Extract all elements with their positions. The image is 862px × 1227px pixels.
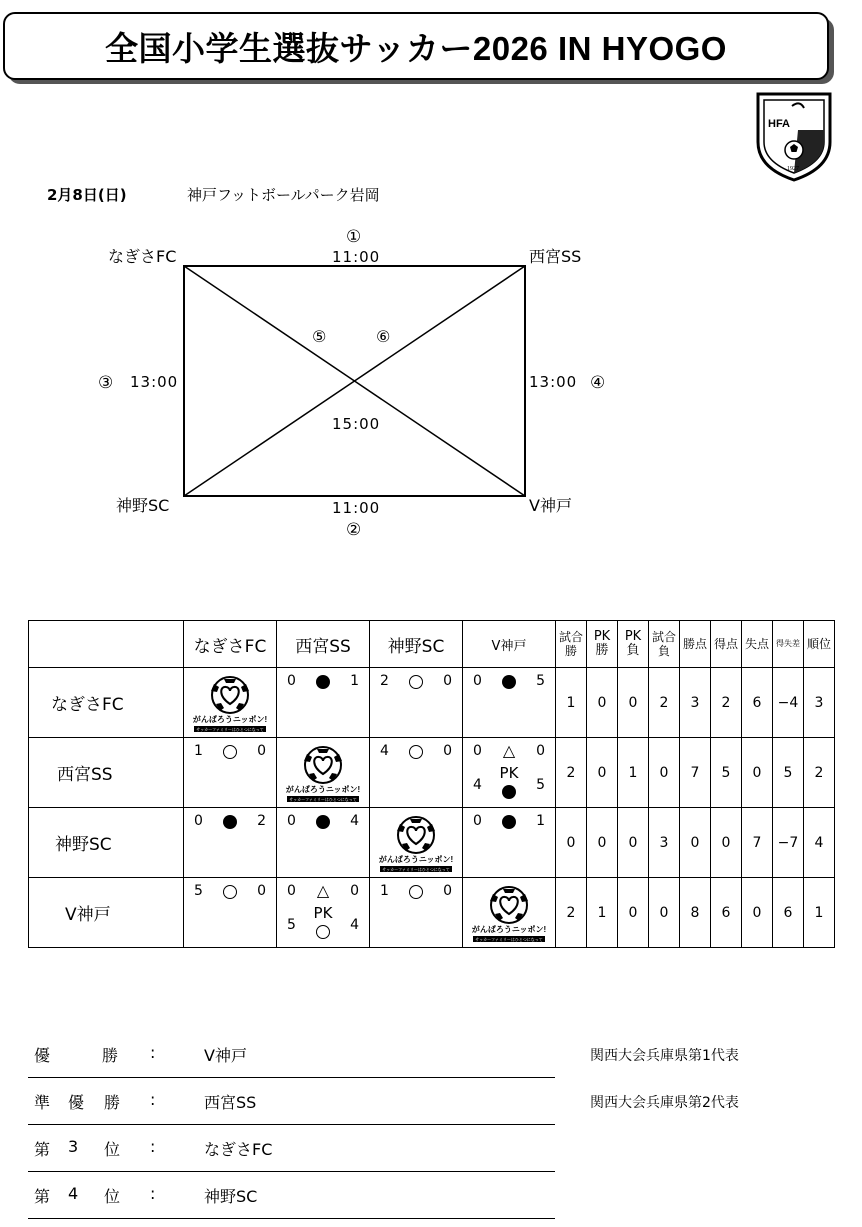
match-2-time: 11:00 (332, 499, 381, 517)
score-for: 2 (380, 673, 389, 689)
team-top-left: なぎさFC (108, 247, 177, 266)
score-for: 5 (194, 883, 203, 899)
result-cell (463, 878, 556, 948)
stat-pk-losses: 0 (618, 878, 649, 948)
stat-goal-diff: 5 (773, 738, 804, 808)
stat-goal-diff: −4 (773, 668, 804, 738)
losses-header: 試合 負 (649, 621, 680, 668)
score-against: 0 (443, 743, 452, 759)
match-6-number: ⑥ (376, 327, 391, 346)
stat-pk-losses: 1 (618, 738, 649, 808)
loss-mark (502, 675, 516, 689)
match-date: 2月8日(日) (47, 186, 127, 204)
result-cell (277, 738, 370, 808)
score-for: 0 (287, 813, 296, 829)
stat-goals-against: 0 (742, 738, 773, 808)
score-against: 4 (350, 813, 359, 829)
stat-pk-wins: 0 (587, 808, 618, 878)
draw-mark: △ (502, 741, 516, 760)
standing-row (28, 1172, 555, 1219)
logo-subtext: サッカーファミリーはひとつになって (475, 937, 543, 942)
league-table (28, 620, 835, 948)
result-cell (370, 878, 463, 948)
standing-label-char: 勝 (104, 1093, 121, 1112)
goals-against-header: 失点 (742, 621, 773, 668)
ganbarou-nippon-logo (376, 814, 456, 874)
standing-label-char: 4 (68, 1184, 79, 1203)
column-header: 神野SC (370, 621, 463, 668)
team-bottom-right: V神戸 (529, 496, 572, 515)
standing-colon: : (150, 1090, 156, 1109)
stat-points: 7 (680, 738, 711, 808)
stat-pk-losses: 0 (618, 668, 649, 738)
center-match-time: 15:00 (332, 415, 381, 433)
loss-mark (502, 815, 516, 829)
result-symbol (502, 812, 516, 830)
score-against: 0 (443, 883, 452, 899)
logo-text: がんばろうニッポン! (285, 785, 361, 794)
match-2-number: ② (346, 520, 362, 540)
score-for: 1 (194, 743, 203, 759)
standing-label-char: 第 (34, 1140, 51, 1159)
stat-goals-for: 6 (711, 878, 742, 948)
pk-score-against: 5 (536, 777, 545, 793)
match-3-time: 13:00 (130, 373, 179, 391)
standing-label-char: 勝 (102, 1046, 119, 1065)
table-row (29, 808, 835, 878)
result-symbol (409, 672, 423, 690)
score-against: 0 (536, 743, 545, 759)
goal-diff-header: 得失差 (773, 621, 804, 668)
result-cell (370, 668, 463, 738)
standing-team: 西宮SS (204, 1093, 257, 1112)
stat-wins: 2 (556, 738, 587, 808)
result-cell (184, 878, 277, 948)
result-symbol (409, 742, 423, 760)
score-against: 0 (257, 743, 266, 759)
pk-result-symbol (502, 784, 516, 800)
score-against: 0 (443, 673, 452, 689)
stat-pk-losses: 0 (618, 808, 649, 878)
ganbarou-nippon-logo (469, 884, 549, 944)
logo-text: がんばろうニッポン! (471, 925, 547, 934)
match-4-number: ④ (590, 373, 606, 393)
score-for: 0 (287, 673, 296, 689)
points-header: 勝点 (680, 621, 711, 668)
stat-goal-diff: −7 (773, 808, 804, 878)
stat-goals-for: 2 (711, 668, 742, 738)
standing-colon: : (150, 1043, 156, 1062)
stat-goals-for: 5 (711, 738, 742, 808)
page-title: 全国小学生選抜サッカー2026 IN HYOGO (3, 12, 829, 80)
logo-subtext: サッカーファミリーはひとつになって (382, 867, 450, 872)
result-cell (463, 668, 556, 738)
result-symbol (316, 812, 330, 830)
loss-mark (223, 815, 237, 829)
logo-subtext: サッカーファミリーはひとつになって (289, 797, 357, 802)
win-mark (316, 925, 330, 939)
result-symbol (223, 812, 237, 830)
result-cell (370, 808, 463, 878)
ganbarou-nippon-logo (190, 674, 270, 734)
stat-pk-wins: 0 (587, 668, 618, 738)
ganbarou-nippon-logo (283, 744, 363, 804)
win-mark (223, 885, 237, 899)
pk-result-symbol (316, 924, 330, 940)
row-team-name: 神野SC (29, 808, 184, 878)
column-header: なぎさFC (184, 621, 277, 668)
score-for: 1 (380, 883, 389, 899)
loss-mark (316, 815, 330, 829)
stat-goal-diff: 6 (773, 878, 804, 948)
goals-for-header: 得点 (711, 621, 742, 668)
result-symbol (502, 672, 516, 690)
table-row (29, 878, 835, 948)
table-row (29, 738, 835, 808)
match-3-number: ③ (98, 373, 114, 393)
result-cell (277, 668, 370, 738)
score-against: 2 (257, 813, 266, 829)
corner-cell (29, 621, 184, 668)
standing-row (28, 1125, 555, 1172)
standing-row (28, 1078, 555, 1125)
score-for: 4 (380, 743, 389, 759)
match-5-number: ⑤ (312, 327, 327, 346)
result-symbol (503, 742, 515, 760)
score-against: 0 (350, 883, 359, 899)
score-against: 1 (536, 813, 545, 829)
stat-losses: 0 (649, 738, 680, 808)
table-row (29, 668, 835, 738)
loss-mark (502, 785, 516, 799)
emblem-text: HFA (768, 118, 790, 130)
emblem-year: 1927 (787, 166, 799, 172)
score-for: 0 (473, 743, 482, 759)
result-cell (370, 738, 463, 808)
stat-rank: 2 (804, 738, 835, 808)
match-1-time: 11:00 (332, 248, 381, 266)
standing-team: なぎさFC (204, 1140, 273, 1159)
result-cell (277, 808, 370, 878)
score-for: 0 (287, 883, 296, 899)
pk-wins-header: PK 勝 (587, 621, 618, 668)
win-mark (409, 885, 423, 899)
win-mark (409, 745, 423, 759)
stat-goals-against: 6 (742, 668, 773, 738)
logo-subtext: サッカーファミリーはひとつになって (196, 727, 264, 732)
win-mark (223, 745, 237, 759)
qualification-note: 関西大会兵庫県第2代表 (590, 1095, 739, 1111)
standing-label-char: 位 (104, 1187, 121, 1206)
standing-team: V神戸 (204, 1046, 247, 1065)
score-for: 0 (473, 673, 482, 689)
standing-row (28, 1031, 555, 1078)
match-1-number: ① (346, 227, 362, 247)
standing-label-char: 第 (34, 1187, 51, 1206)
stat-goals-against: 7 (742, 808, 773, 878)
stat-wins: 1 (556, 668, 587, 738)
venue: 神戸フットボールパーク岩岡 (187, 186, 380, 204)
result-symbol (223, 742, 237, 760)
column-header: V神戸 (463, 621, 556, 668)
standing-colon: : (150, 1184, 156, 1203)
loss-mark (316, 675, 330, 689)
stat-points: 3 (680, 668, 711, 738)
team-bottom-left: 神野SC (116, 496, 170, 515)
stat-rank: 4 (804, 808, 835, 878)
standing-label-char: 位 (104, 1140, 121, 1159)
result-cell (184, 808, 277, 878)
score-against: 5 (536, 673, 545, 689)
pk-score-for: 4 (473, 777, 482, 793)
pk-label: PK (499, 764, 519, 782)
pk-score-against: 4 (350, 917, 359, 933)
stat-wins: 2 (556, 878, 587, 948)
pk-score-for: 5 (287, 917, 296, 933)
row-team-name: V神戸 (29, 878, 184, 948)
match-diagram (0, 220, 862, 550)
team-top-right: 西宮SS (529, 247, 582, 266)
stat-rank: 3 (804, 668, 835, 738)
result-symbol (223, 882, 237, 900)
stat-losses: 0 (649, 878, 680, 948)
result-cell (184, 738, 277, 808)
result-symbol (317, 882, 329, 900)
standing-label-char: 優 (34, 1046, 51, 1065)
stat-losses: 3 (649, 808, 680, 878)
result-symbol (316, 672, 330, 690)
standing-label-char: 3 (68, 1137, 79, 1156)
result-cell (463, 808, 556, 878)
stat-pk-wins: 1 (587, 878, 618, 948)
result-cell (184, 668, 277, 738)
row-team-name: なぎさFC (29, 668, 184, 738)
stat-points: 8 (680, 878, 711, 948)
pk-losses-header: PK 負 (618, 621, 649, 668)
standing-label-char: 優 (68, 1093, 85, 1112)
score-against: 0 (257, 883, 266, 899)
column-header: 西宮SS (277, 621, 370, 668)
match-4-time: 13:00 (529, 373, 578, 391)
stat-points: 0 (680, 808, 711, 878)
stat-wins: 0 (556, 808, 587, 878)
stat-goals-against: 0 (742, 878, 773, 948)
draw-mark: △ (316, 881, 330, 900)
result-cell (463, 738, 556, 808)
result-cell (277, 878, 370, 948)
stat-rank: 1 (804, 878, 835, 948)
hfa-emblem-icon (754, 90, 834, 182)
wins-header: 試合 勝 (556, 621, 587, 668)
qualification-note: 関西大会兵庫県第1代表 (590, 1048, 739, 1064)
stat-pk-wins: 0 (587, 738, 618, 808)
logo-text: がんばろうニッポン! (378, 855, 454, 864)
score-for: 0 (473, 813, 482, 829)
standing-label-char: 準 (34, 1093, 51, 1112)
score-against: 1 (350, 673, 359, 689)
stat-losses: 2 (649, 668, 680, 738)
logo-text: がんばろうニッポン! (192, 715, 268, 724)
result-symbol (409, 882, 423, 900)
score-for: 0 (194, 813, 203, 829)
standing-colon: : (150, 1137, 156, 1156)
rank-header: 順位 (804, 621, 835, 668)
row-team-name: 西宮SS (29, 738, 184, 808)
pk-label: PK (313, 904, 333, 922)
standing-team: 神野SC (204, 1187, 258, 1206)
stat-goals-for: 0 (711, 808, 742, 878)
win-mark (409, 675, 423, 689)
